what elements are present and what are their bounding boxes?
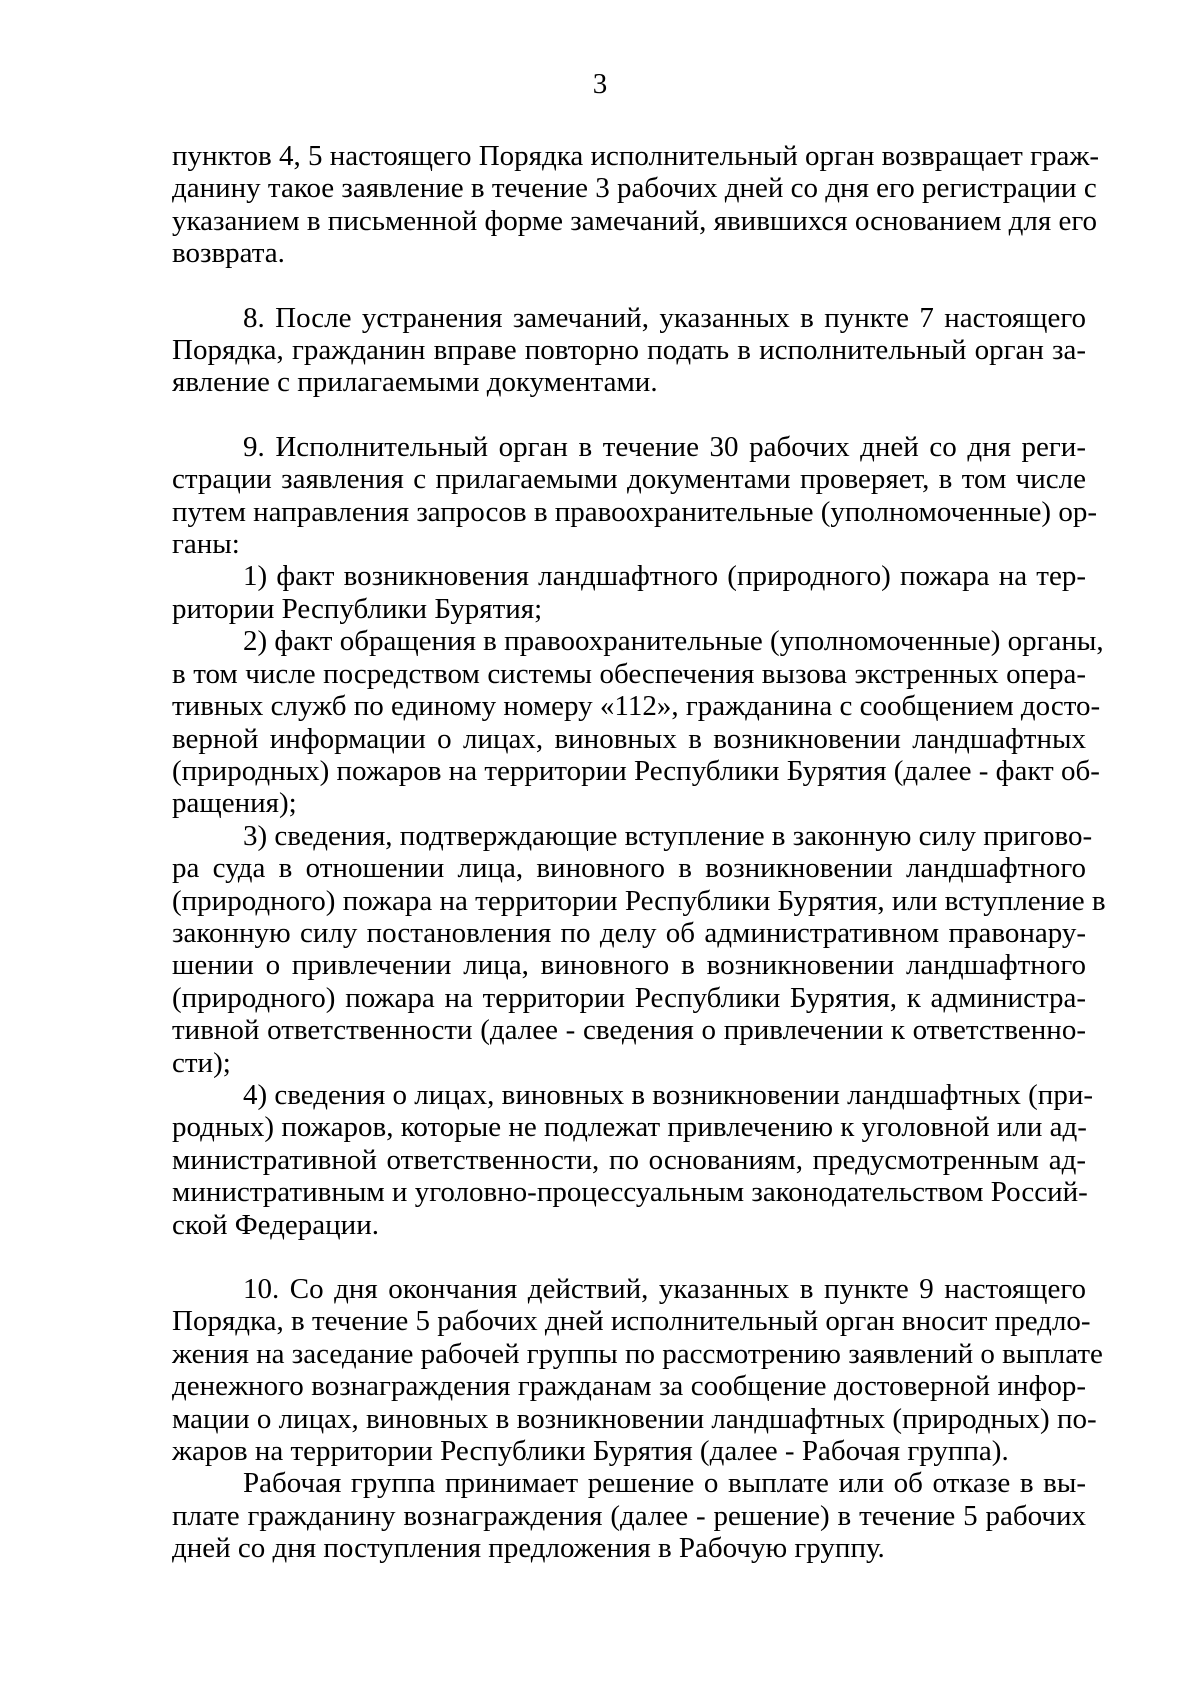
text-line: ращения); [172,787,297,820]
page-number: 3 [592,68,608,100]
text-line: Порядка, в течение 5 рабочих дней исполнительный орган вносит предло- [172,1305,1091,1338]
paragraph-item-9 [172,430,1097,561]
text-line: данину такое заявление в течение 3 рабочих дней со дня его регистрации с [172,172,1097,205]
text-line: жения на заседание рабочей группы по рассмотрению заявлений о выплате [172,1337,1103,1370]
text-line: тивных служб по единому номеру «112», гражданина с сообщением досто- [172,690,1101,723]
text-line: 8. После устранения замечаний, указанных в пункте 7 настоящего [243,301,1086,334]
text-line: страции заявления с прилагаемыми документами проверяет, в том числе [172,463,1086,496]
text-line: Порядка, гражданин вправе повторно подать в исполнительный орган за- [172,334,1086,367]
text-line: 2) факт обращения в правоохранительные (уполномоченные) органы, [243,625,1104,658]
paragraph-item-8 [172,302,1086,399]
text-line: ганы: [172,528,240,561]
text-line: (природных) пожаров на территории Республики Бурятия (далее - факт об- [172,754,1100,787]
text-line: возврата. [172,237,285,270]
text-line: указанием в письменной форме замечаний, явившихся основанием для его [172,204,1098,237]
text-line: (природного) пожара на территории Республики Бурятия, или вступление в [172,884,1106,917]
subitem-4 [172,1078,1093,1241]
text-line: мации о лицах, виновных в возникновении ландшафтных (природных) по- [172,1402,1097,1435]
text-line: явление с прилагаемыми документами. [172,366,658,399]
text-line: в том числе посредством системы обеспечения вызова экстренных опера- [172,657,1086,690]
text-line: дней со дня поступления предложения в Рабочую группу. [172,1532,885,1565]
text-line: министративной ответственности, по основаниям, предусмотренным ад- [172,1143,1086,1176]
document-body [172,140,1106,1565]
text-line: законную силу постановления по делу об административном правонару- [172,916,1086,949]
paragraph-working-group [172,1467,1086,1564]
subitem-2 [172,625,1104,820]
text-line: сти); [172,1046,231,1079]
text-line: жаров на территории Республики Бурятия (далее - Рабочая группа). [172,1435,1009,1468]
subitem-1 [172,560,1086,625]
text-line: 9. Исполнительный орган в течение 30 рабочих дней со дня реги- [243,430,1086,463]
text-line: путем направления запросов в правоохранительные (уполномоченные) ор- [172,495,1097,528]
text-line: Рабочая группа принимает решение о выплате или об отказе в вы- [243,1467,1086,1500]
text-line: 1) факт возникновения ландшафтного (природного) пожара на тер- [243,560,1086,593]
text-line: денежного вознаграждения гражданам за сообщение достоверной инфор- [172,1370,1086,1403]
text-line: шении о привлечении лица, виновного в возникновении ландшафтного [172,949,1086,982]
text-line: (природного) пожара на территории Республики Бурятия, к администра- [172,981,1086,1014]
text-line: родных) пожаров, которые не подлежат привлечению к уголовной или ад- [172,1111,1087,1144]
text-line: ритории Республики Бурятия; [172,592,543,625]
paragraph-continuation [172,140,1100,270]
text-line: верной информации о лицах, виновных в возникновении ландшафтных [172,722,1086,755]
text-line: 4) сведения о лицах, виновных в возникновении ландшафтных (при- [243,1078,1093,1111]
text-line: ской Федерации. [172,1208,379,1241]
paragraph-item-10 [172,1273,1103,1468]
text-line: пунктов 4, 5 настоящего Порядка исполнительный орган возвращает граж- [172,140,1100,172]
text-line: министративным и уголовно-процессуальным законодательством Россий- [172,1176,1088,1209]
text-line: плате гражданину вознаграждения (далее - решение) в течение 5 рабочих [172,1499,1086,1532]
text-line: 3) сведения, подтверждающие вступление в законную силу пригово- [243,819,1093,852]
text-line: 10. Со дня окончания действий, указанных в пункте 9 настоящего [243,1273,1086,1305]
text-line: тивной ответственности (далее - сведения о привлечении к ответственно- [172,1014,1086,1047]
subitem-3 [172,819,1106,1079]
text-line: ра суда в отношении лица, виновного в возникновении ландшафтного [172,852,1086,885]
